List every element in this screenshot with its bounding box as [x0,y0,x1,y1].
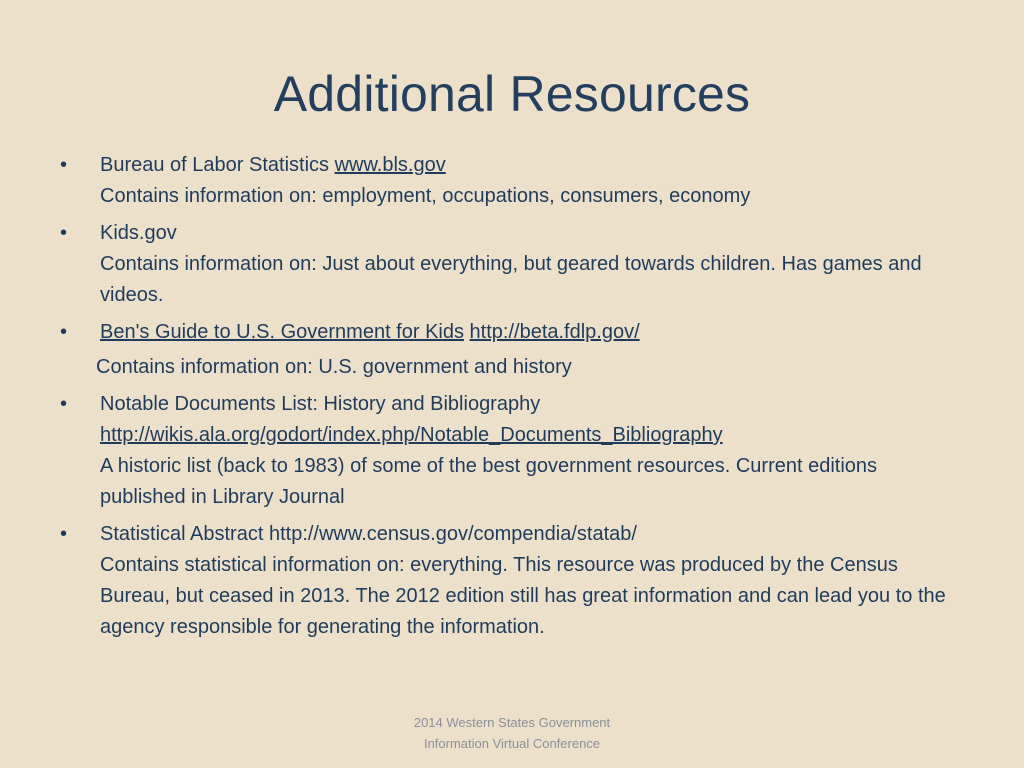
notable-documents-link[interactable]: http://wikis.ala.org/godort/index.php/Notable_Documents_Bibliography [100,424,723,446]
item-label: Statistical Abstract http://www.census.gov/compendia/statab/ [100,523,637,545]
item-description: Contains information on: Just about everything, but geared towards children. Has games and videos. [100,253,922,306]
bullet-icon: • [60,393,68,415]
slide-title: Additional Resources [273,66,751,122]
bullet-icon: • [60,222,68,244]
bullet-icon: • [60,154,68,176]
list-item-bls [60,150,960,212]
item-heading [100,150,960,181]
item-heading [100,317,960,348]
item-description: Contains information on: employment, occupations, consumers, economy [100,185,751,207]
fdlp-link[interactable]: http://beta.fdlp.gov/ [469,321,640,343]
footer-line-2: Information Virtual Conference [423,736,601,751]
list-item-bens-guide [60,317,960,348]
bullet-icon: • [60,523,68,545]
item-description: Contains statistical information on: everything. This resource was produced by the Census Bureau, but ceased in 2013. The 2012 edition still has great information and can lead you to the agency responsible for generating the information. [100,554,946,638]
bens-guide-link[interactable]: Ben's Guide to U.S. Government for Kids [100,321,464,343]
list-item-notable-documents [60,389,960,513]
slide-footer [0,712,1024,754]
item-label: Bureau of Labor Statistics [100,154,330,176]
list-item-statistical-abstract [60,519,960,643]
item-label: Notable Documents List: History and Bibliography [100,393,541,415]
bullet-icon: • [60,321,68,343]
bls-link[interactable]: www.bls.gov [334,154,446,176]
item-label: Kids.gov [100,222,177,244]
bullet-list [60,150,960,649]
item-description: A historic list (back to 1983) of some of the best government resources. Current editions published in Library Journal [100,455,878,508]
list-item-kids-gov [60,218,960,311]
footer-line-1: 2014 Western States Government [413,715,611,730]
item-description: Contains information on: U.S. government and history [96,356,572,378]
